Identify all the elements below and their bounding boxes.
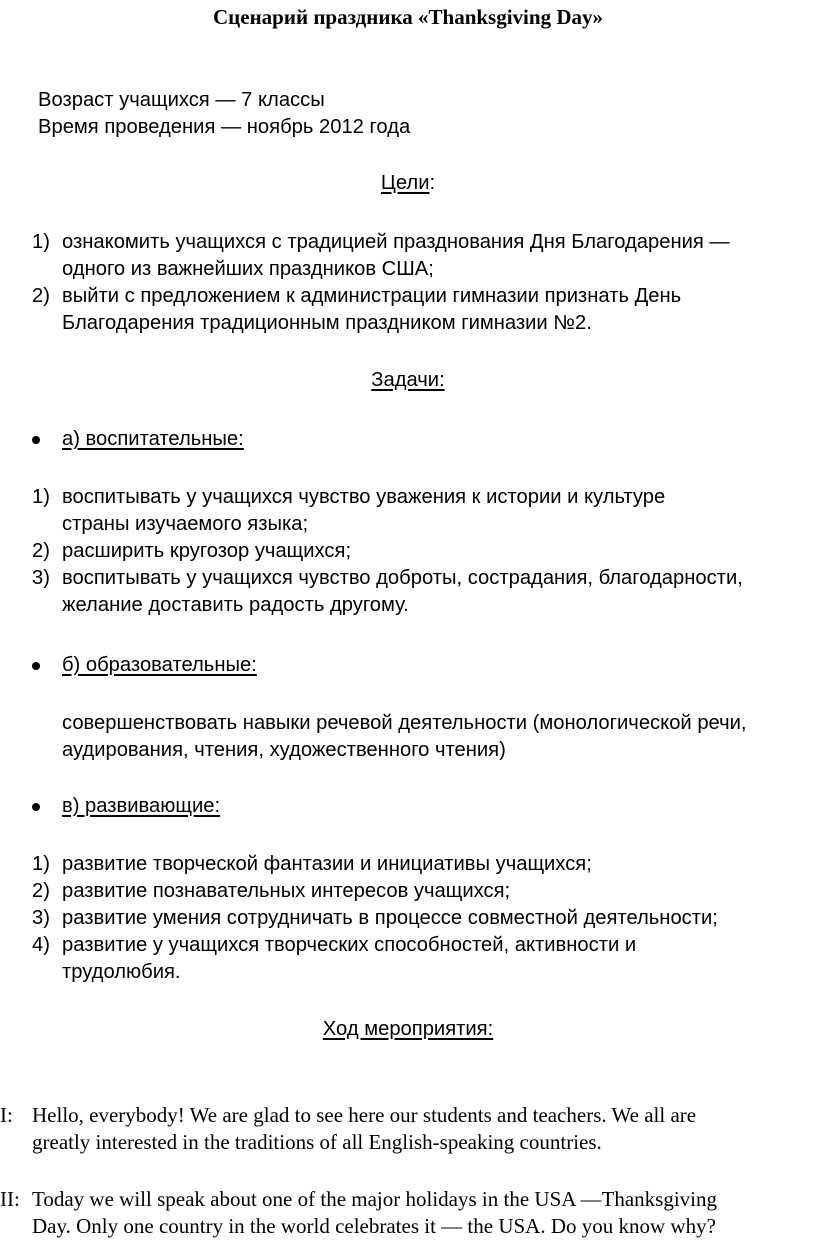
speech-line: greatly interested in the traditions of all English-speaking countries. [32,1130,602,1154]
task-text-line: развитие творческой фантазии и инициативы учащихся; [62,853,592,875]
procedure-heading [0,1016,816,1043]
task-number: 4) [32,934,50,956]
task-text-line: воспитывать у учащихся чувство уважения к истории и культуре [62,486,666,508]
task-number: 1) [32,486,50,508]
task-text-line: воспитывать у учащихся чувство доброты, сострадания, благодарности, [62,567,743,589]
task-group-label: б) образовательные: [62,654,257,676]
goal-text-line: одного из важнейших праздников США; [62,258,434,280]
goal-text-line: ознакомить учащихся с традицией празднования Дня Благодарения — [62,231,730,253]
goal-text-line: Благодарения традиционным праздником гимназии №2. [62,312,592,334]
goals-heading-label: Цели [380,172,430,194]
goals-heading [0,170,816,197]
goal-number: 2) [32,285,50,307]
task-number: 2) [32,880,50,902]
task-text-line: расширить кругозор учащихся; [62,540,352,562]
speech-line: Hello, everybody! We are glad to see here our students and teachers. We all are [32,1103,697,1127]
task-text-line: развитие умения сотрудничать в процессе совместной деятельности; [62,907,718,929]
age-line: Возраст учащихся — 7 классы [38,89,325,111]
task-group-label: а) воспитательные: [62,428,244,450]
task-text-line: трудолюбия. [62,961,181,983]
goal-number: 1) [32,231,50,253]
time-line: Время проведения — ноябрь 2012 года [38,116,411,138]
goals-heading-colon: : [429,172,436,194]
speaker-label: I: [0,1103,13,1127]
task-number: 3) [32,907,50,929]
bullet-icon [32,662,40,670]
procedure-heading-label: Ход мероприятия: [322,1018,494,1040]
speaker-label: II: [0,1187,20,1211]
task-text-line: совершенствовать навыки речевой деятельности (монологической речи, [62,712,747,734]
task-text-line: аудирования, чтения, художественного чтения) [62,739,506,761]
tasks-heading-label: Задачи: [371,369,445,391]
task-text-line: развитие у учащихся творческих способностей, активности и [62,934,637,956]
bullet-icon [32,803,40,811]
task-text-line: страны изучаемого языка; [62,513,309,535]
task-text-line: желание доставить радость другому. [62,594,409,616]
bullet-icon [32,436,40,444]
task-number: 3) [32,567,50,589]
task-group-label: в) развивающие: [62,795,221,817]
speech-line: Day. Only one country in the world celebrates it — the USA. Do you know why? [32,1214,716,1238]
document-title: Сценарий праздника «Thanksgiving Day» [213,5,603,29]
goal-text-line: выйти с предложением к администрации гимназии признать День [62,285,682,307]
task-text-line: развитие познавательных интересов учащихся; [62,880,511,902]
task-number: 2) [32,540,50,562]
tasks-heading [0,367,816,394]
task-number: 1) [32,853,50,875]
speech-line: Today we will speak about one of the major holidays in the USA —Thanksgiving [32,1187,718,1211]
